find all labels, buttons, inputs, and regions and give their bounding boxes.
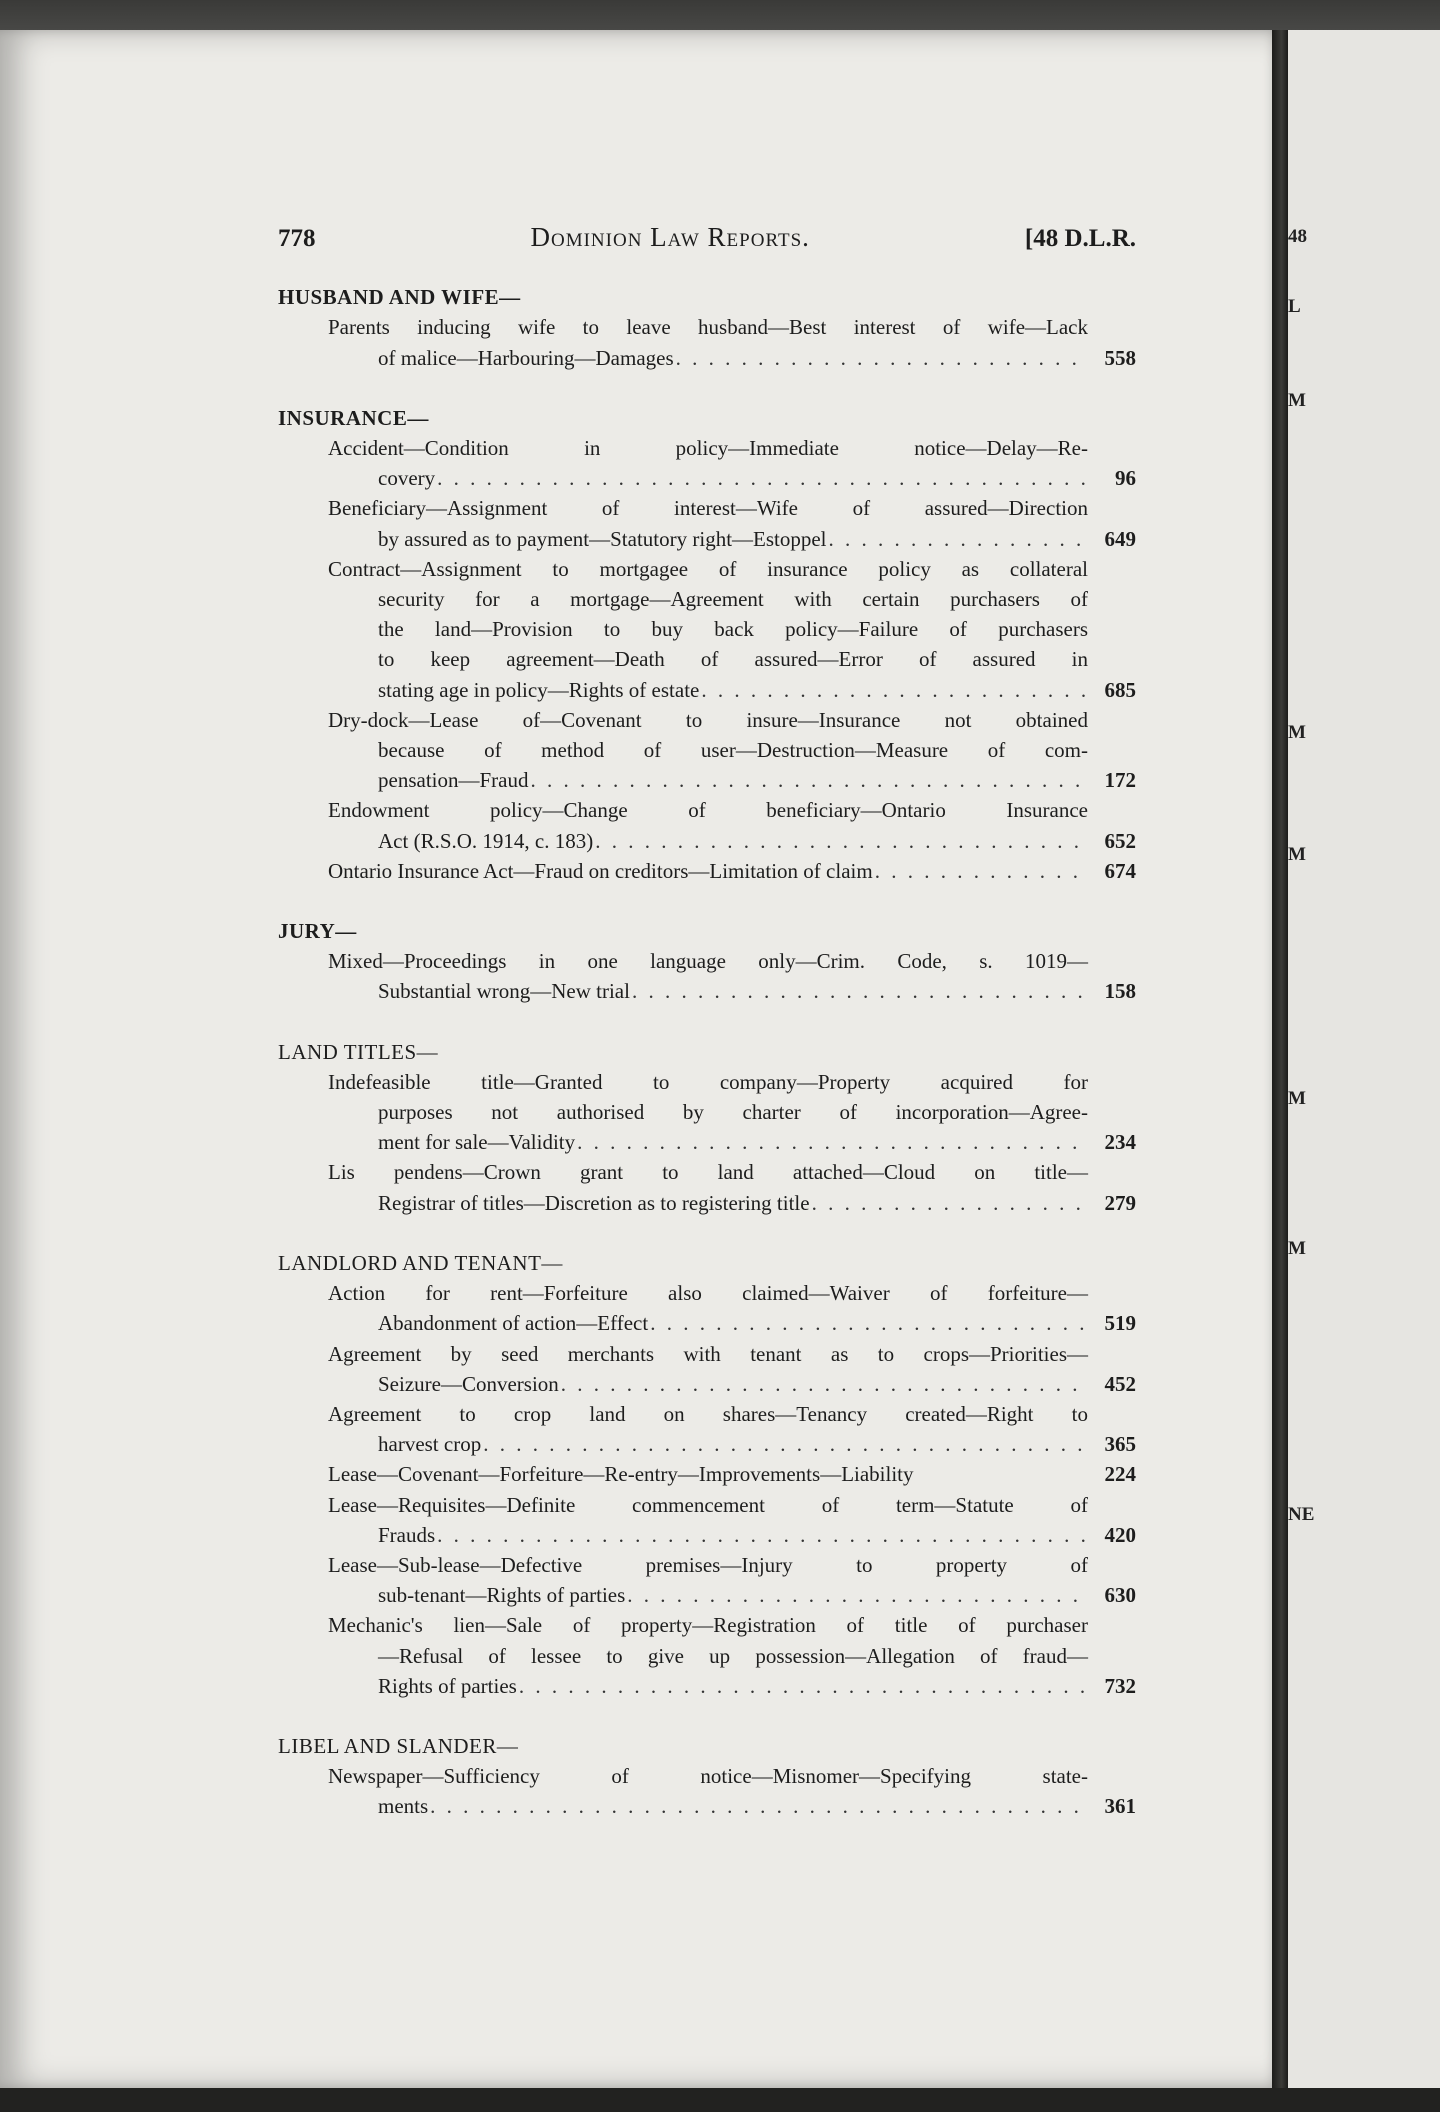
index-entry [328,1490,1136,1550]
entry-lead-line: Beneficiary—Assignment of interest—Wife of assured—Direction [328,496,1088,521]
section-heading: LANDLORD AND TENANT— [278,1250,563,1275]
dot-leader [632,976,1088,1006]
entry-final-line [328,1459,1136,1489]
index-entry [328,705,1136,796]
running-head [278,222,1136,254]
entry-lead-line: Endowment policy—Change of beneficiary—Ontario Insurance [328,798,1088,823]
entry-lead-line: Agreement by seed merchants with tenant as to crops—Priorities— [328,1341,1088,1366]
entry-lead-line: Lease—Requisites—Definite commencement of term—Statute of [328,1492,1088,1517]
page-reference: 558 [1104,345,1136,370]
page-reference: 279 [1104,1190,1136,1215]
index-entry [328,312,1136,372]
dot-leader [577,1127,1088,1157]
index-entry [328,1459,1136,1489]
entry-final-text: of malice—Harbouring—Damages [378,345,674,370]
dot-leader [701,675,1088,705]
dot-leader [561,1369,1088,1399]
index-entry [328,856,1136,886]
entry-lead-line: Mixed—Proceedings in one language only—Crim. Code, s. 1019— [328,949,1088,974]
entry-final-text: ment for sale—Validity [378,1130,576,1155]
entry-lead-line: Contract—Assignment to mortgagee of insurance policy as collateral [328,556,1088,581]
entry-final-text: sub-tenant—Rights of parties [378,1583,626,1608]
index-entry [328,1399,1136,1459]
dot-leader [437,463,1088,493]
page-reference: 685 [1104,677,1136,702]
entry-final-text: Act (R.S.O. 1914, c. 183) [378,828,594,853]
page-reference: 172 [1104,768,1136,793]
index-section [278,916,1136,1007]
index-sections [278,282,1136,1821]
entry-final-text: Lease—Covenant—Forfeiture—Re-entry—Improvements—Liability [328,1462,914,1487]
index-entry [328,493,1136,553]
index-page-content [278,222,1136,1852]
facing-edge-text: L [1288,296,1301,317]
entry-final-line [378,1369,1136,1399]
entry-continuation-line: to keep agreement—Death of assured—Error of assured in [378,647,1088,672]
book-gutter [1272,30,1288,2088]
volume-ref: [48 D.L.R. [1024,225,1136,252]
dot-leader [627,1580,1088,1610]
dot-leader [595,826,1088,856]
entry-final-text: Frauds [378,1522,436,1547]
page-reference: 224 [1104,1462,1136,1487]
entry-lead-line: Mechanic's lien—Sale of property—Registration of title of purchaser [328,1613,1088,1638]
entry-continuation-line: —Refusal of lessee to give up possession—Allegation of fraud— [378,1643,1088,1668]
dot-leader [875,856,1088,886]
entry-final-line [378,826,1136,856]
section-heading: INSURANCE— [278,405,429,430]
index-entry [328,1761,1136,1821]
dot-leader [483,1429,1088,1459]
entry-lead-line: Dry-dock—Lease of—Covenant to insure—Insurance not obtained [328,707,1088,732]
index-section [278,282,1136,373]
index-entry [328,1610,1136,1701]
section-heading: HUSBAND AND WIFE— [278,285,521,310]
facing-edge-text: M [1288,1088,1306,1109]
page-reference: 361 [1104,1794,1136,1819]
entry-final-text: ments [378,1794,429,1819]
entry-final-line [378,765,1136,795]
scan-bottom-strip [0,2088,1440,2112]
entry-final-line [328,856,1136,886]
entry-final-text: Registrar of titles—Discretion as to registering title [378,1190,810,1215]
entry-final-text: Abandonment of action—Effect [378,1311,649,1336]
index-entry [328,795,1136,855]
entry-final-line [378,343,1136,373]
page-reference: 365 [1104,1432,1136,1457]
index-entry [328,1157,1136,1217]
entry-final-text: by assured as to payment—Statutory right—Estoppel [378,526,827,551]
entry-lead-line: Accident—Condition in policy—Immediate notice—Delay—Re- [328,436,1088,461]
page-reference: 649 [1104,526,1136,551]
entry-lead-line: Parents inducing wife to leave husband—Best interest of wife—Lack [328,315,1088,340]
entry-final-text: stating age in policy—Rights of estate [378,677,700,702]
dot-leader [829,524,1088,554]
index-entry [328,946,1136,1006]
index-entry [328,1278,1136,1338]
entry-lead-line: Newspaper—Sufficiency of notice—Misnomer—Specifying state- [328,1764,1088,1789]
entry-continuation-line: the land—Provision to buy back policy—Failure of purchasers [378,617,1088,642]
index-entry [328,433,1136,493]
running-title: Dominion Law Reports. [530,222,810,252]
entry-final-line [378,524,1136,554]
facing-edge-text: M [1288,844,1306,865]
dot-leader [812,1188,1088,1218]
entry-lead-line: Indefeasible title—Granted to company—Property acquired for [328,1069,1088,1094]
dot-leader [519,1671,1088,1701]
dot-leader [676,343,1088,373]
entry-final-line [378,1188,1136,1218]
entry-continuation-line: purposes not authorised by charter of incorporation—Agree- [378,1100,1088,1125]
section-heading: JURY— [278,919,357,944]
entry-final-text: harvest crop [378,1432,482,1457]
section-heading: LIBEL AND SLANDER— [278,1733,519,1758]
entry-final-line [378,463,1136,493]
entry-lead-line: Lis pendens—Crown grant to land attached—Cloud on title— [328,1160,1088,1185]
dot-leader [430,1791,1088,1821]
entry-continuation-line: security for a mortgage—Agreement with certain purchasers of [378,587,1088,612]
index-entry [328,1550,1136,1610]
index-entry [328,1339,1136,1399]
page-reference: 652 [1104,828,1136,853]
entry-final-line [378,1127,1136,1157]
page-reference: 420 [1104,1522,1136,1547]
entry-final-text: Substantial wrong—New trial [378,979,630,1004]
dot-leader [650,1308,1088,1338]
page-reference: 732 [1104,1673,1136,1698]
entry-continuation-line: because of method of user—Destruction—Measure of com- [378,738,1088,763]
entry-final-text: Rights of parties [378,1673,517,1698]
dot-leader [530,765,1088,795]
page-reference: 519 [1104,1311,1136,1336]
facing-page-edge [1288,30,1440,2088]
facing-edge-text: M [1288,722,1306,743]
entry-final-line [378,1429,1136,1459]
entry-final-line [378,1308,1136,1338]
entry-final-text: covery [378,466,436,491]
index-section [278,1037,1136,1218]
entry-final-line [378,1791,1136,1821]
entry-final-text: Ontario Insurance Act—Fraud on creditors—Limitation of claim [328,858,873,883]
entry-final-line [378,675,1136,705]
page-reference: 96 [1115,466,1136,491]
section-heading: LAND TITLES— [278,1039,439,1064]
index-section [278,1248,1136,1701]
index-entry [328,554,1136,705]
entry-lead-line: Action for rent—Forfeiture also claimed—Waiver of forfeiture— [328,1281,1088,1306]
entry-final-text: Seizure—Conversion [378,1371,559,1396]
entry-final-line [378,976,1136,1006]
page-reference: 452 [1104,1371,1136,1396]
facing-edge-text: 48 [1288,226,1307,247]
page-reference: 674 [1104,858,1136,883]
facing-edge-text: M [1288,1238,1306,1259]
index-entry [328,1067,1136,1158]
entry-lead-line: Agreement to crop land on shares—Tenancy created—Right to [328,1401,1088,1426]
entry-final-line [378,1671,1136,1701]
page-number: 778 [278,225,316,252]
entry-final-line [378,1580,1136,1610]
entry-final-text: pensation—Fraud [378,768,529,793]
page-reference: 158 [1104,979,1136,1004]
facing-edge-text: NE [1288,1504,1315,1525]
entry-final-line [378,1520,1136,1550]
entry-lead-line: Lease—Sub-lease—Defective premises—Injury to property of [328,1552,1088,1577]
index-section [278,403,1136,886]
index-section [278,1731,1136,1822]
page-reference: 234 [1104,1130,1136,1155]
dot-leader [437,1520,1088,1550]
page-reference: 630 [1104,1583,1136,1608]
facing-edge-text: M [1288,390,1306,411]
